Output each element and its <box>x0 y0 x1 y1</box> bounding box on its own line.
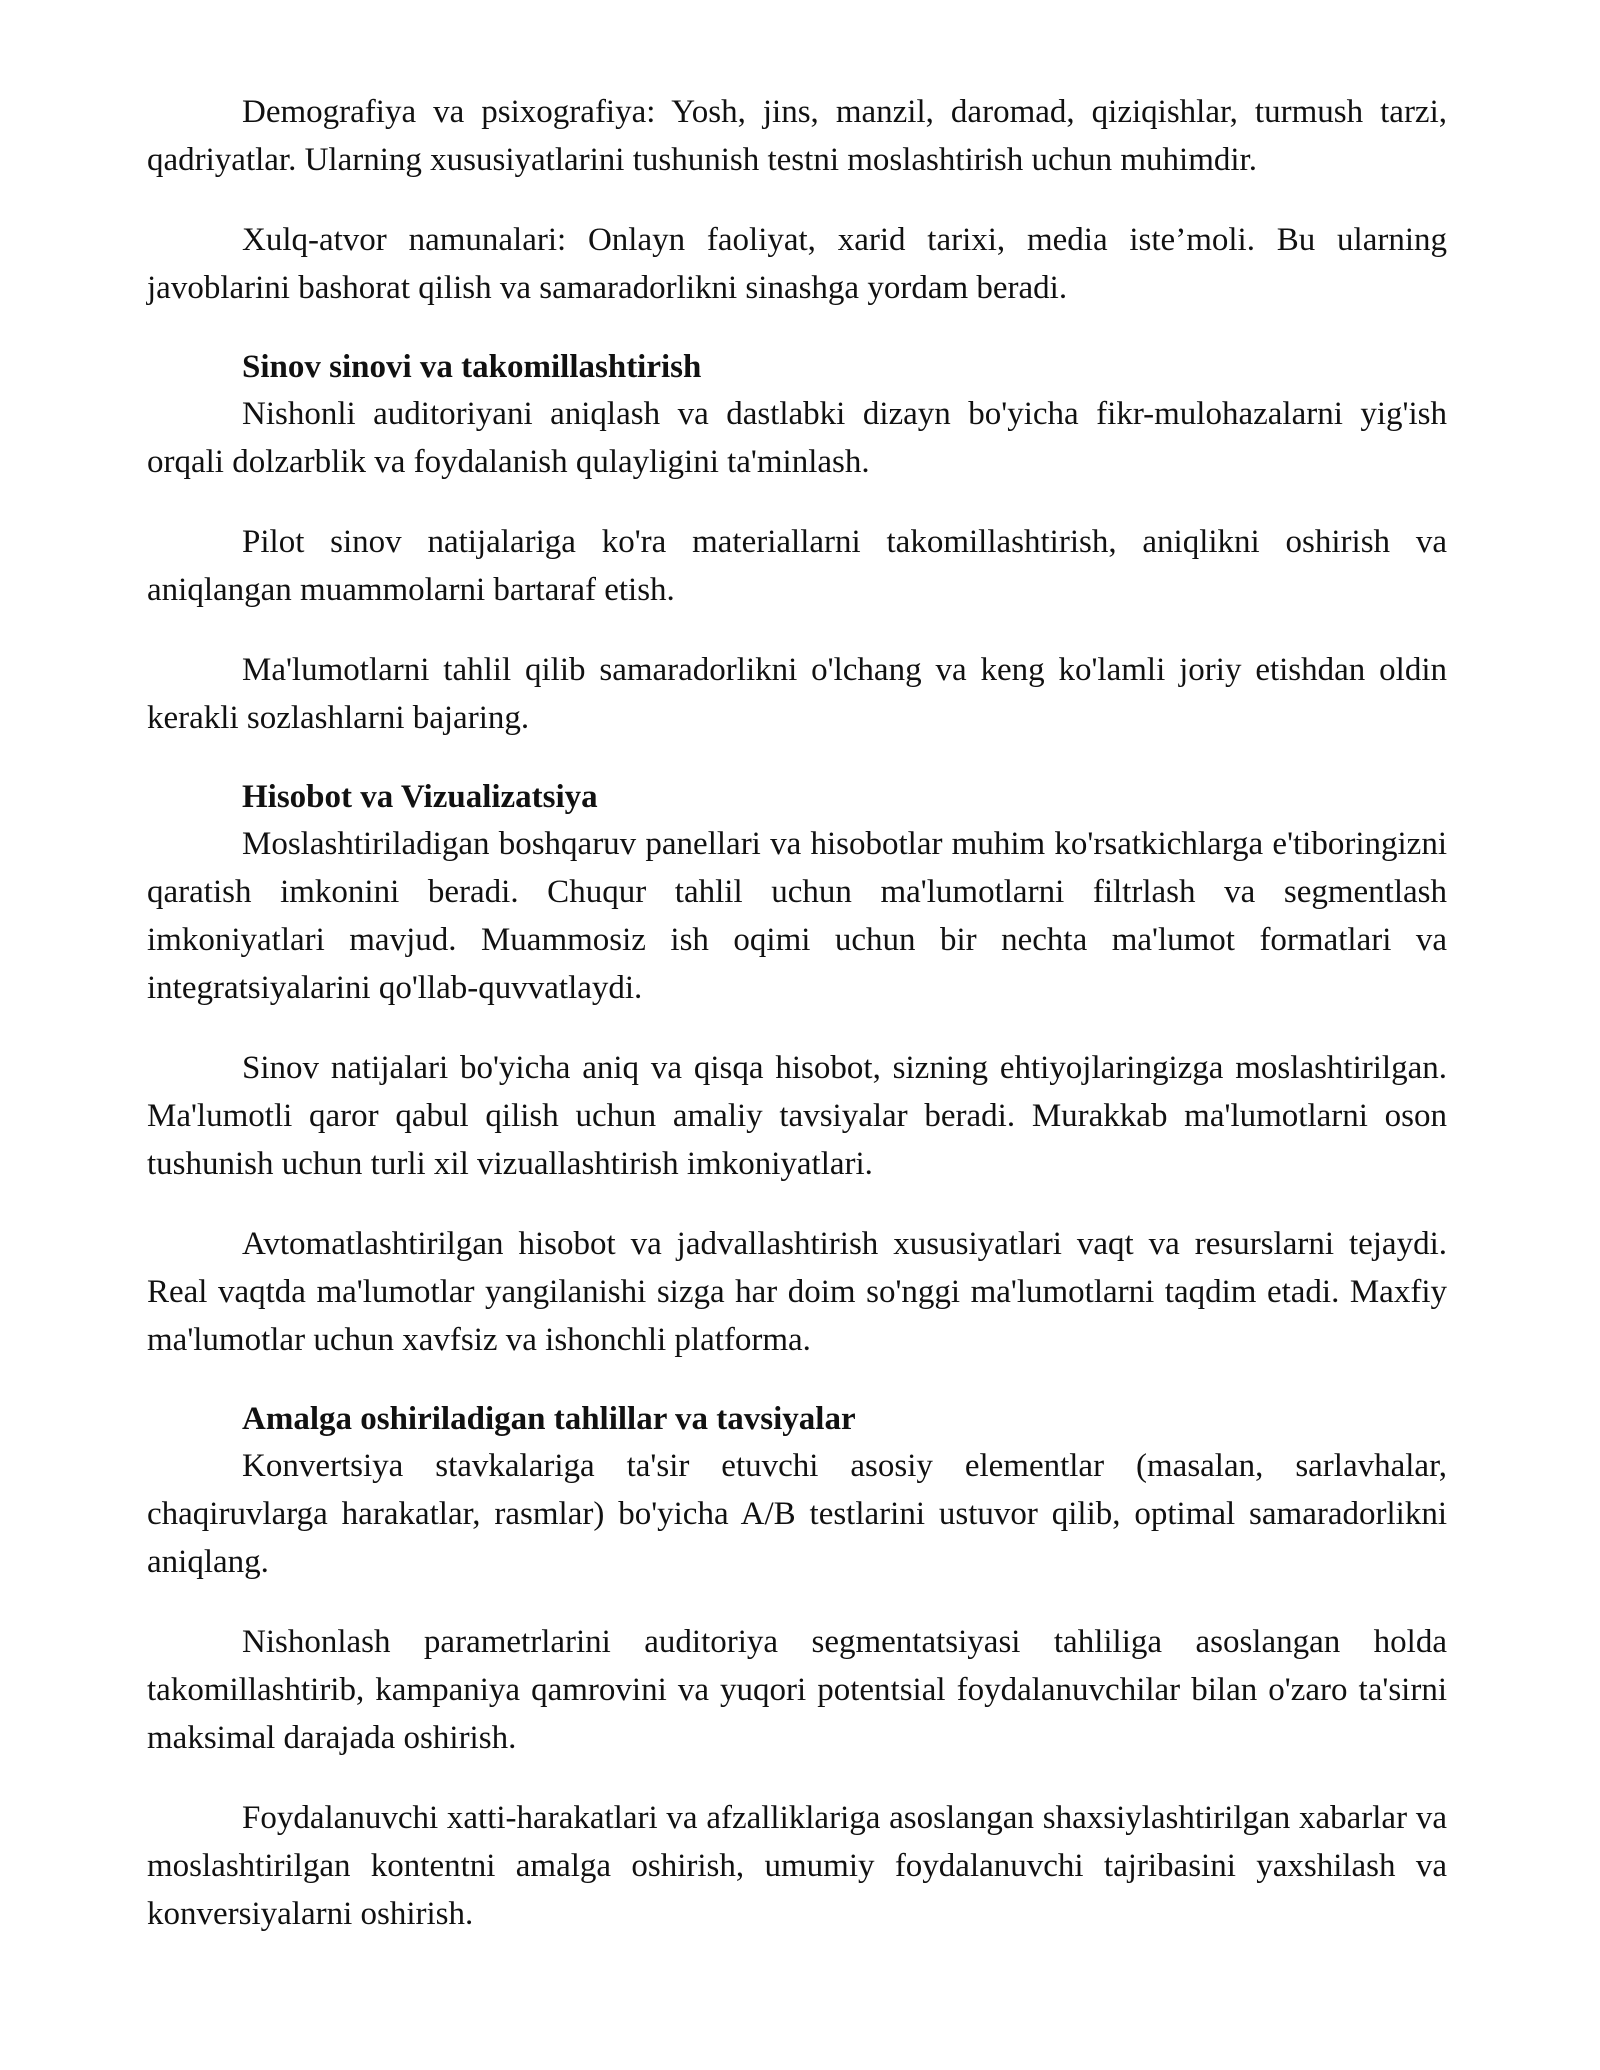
section-heading-reporting: Hisobot va Vizualizatsiya <box>242 779 598 815</box>
paragraph-testing-2: Pilot sinov natijalariga ko'ra materiallarni takomillashtirish, aniqlikni oshirish va aniqlangan muammolarni bartaraf etish. <box>147 524 1447 608</box>
paragraph-reporting-1: Moslashtiriladigan boshqaruv panellari va hisobotlar muhim ko'rsatkichlarga e'tiboringizni qaratish imkonini beradi. Chuqur tahlil uchun ma'lumotlarni filtrlash va segmentlash imkoniyatlari mavjud. Muammosiz ish oqimi uchun bir nechta ma'lumot formatlari va integratsiyalarini qo'llab-quvvatlaydi. <box>147 826 1447 1006</box>
paragraph-testing-1: Nishonli auditoriyani aniqlash va dastlabki dizayn bo'yicha fikr-mulohazalarni yig'ish orqali dolzarblik va foydalanish qulayligini ta'minlash. <box>147 396 1447 480</box>
paragraph-recommendations-2: Nishonlash parametrlarini auditoriya segmentatsiyasi tahliliga asoslangan holda takomillashtirib, kampaniya qamrovini va yuqori potentsial foydalanuvchilar bilan o'zaro ta'sirni maksimal darajada oshirish. <box>147 1624 1447 1756</box>
paragraph-testing-3: Ma'lumotlarni tahlil qilib samaradorlikni o'lchang va keng ko'lamli joriy etishdan oldin kerakli sozlashlarni bajaring. <box>147 652 1447 736</box>
paragraph-recommendations-3: Foydalanuvchi xatti-harakatlari va afzalliklariga asoslangan shaxsiylashtirilgan xabarlar va moslashtirilgan kontentni amalga oshirish, umumiy foydalanuvchi tajribasini yaxshilash va konversiyalarni oshirish. <box>147 1800 1447 1932</box>
document-page <box>147 88 1447 1970</box>
section-heading-recommendations: Amalga oshiriladigan tahlillar va tavsiyalar <box>242 1401 856 1437</box>
paragraph-reporting-2: Sinov natijalari bo'yicha aniq va qisqa hisobot, sizning ehtiyojlaringizga moslashtirilgan. Ma'lumotli qaror qabul qilish uchun amaliy tavsiyalar beradi. Murakkab ma'lumotlarni oson tushunish uchun turli xil vizuallashtirish imkoniyatlari. <box>147 1050 1447 1182</box>
paragraph-behavior-patterns: Xulq-atvor namunalari: Onlayn faoliyat, xarid tarixi, media iste’moli. Bu ularning javoblarini bashorat qilish va samaradorlikni sinashga yordam beradi. <box>147 222 1447 306</box>
paragraph-reporting-3: Avtomatlashtirilgan hisobot va jadvallashtirish xususiyatlari vaqt va resurslarni tejaydi. Real vaqtda ma'lumotlar yangilanishi sizga har doim so'nggi ma'lumotlarni taqdim etadi. Maxfiy ma'lumotlar uchun xavfsiz va ishonchli platforma. <box>147 1226 1447 1358</box>
paragraph-recommendations-1: Konvertsiya stavkalariga ta'sir etuvchi asosiy elementlar (masalan, sarlavhalar, chaqiruvlarga harakatlar, rasmlar) bo'yicha A/B testlarini ustuvor qilib, optimal samaradorlikni aniqlang. <box>147 1448 1447 1580</box>
section-heading-testing: Sinov sinovi va takomillashtirish <box>242 349 702 385</box>
paragraph-demographics: Demografiya va psixografiya: Yosh, jins, manzil, daromad, qiziqishlar, turmush tarzi, qadriyatlar. Ularning xususiyatlarini tushunish testni moslashtirish uchun muhimdir. <box>147 94 1447 178</box>
